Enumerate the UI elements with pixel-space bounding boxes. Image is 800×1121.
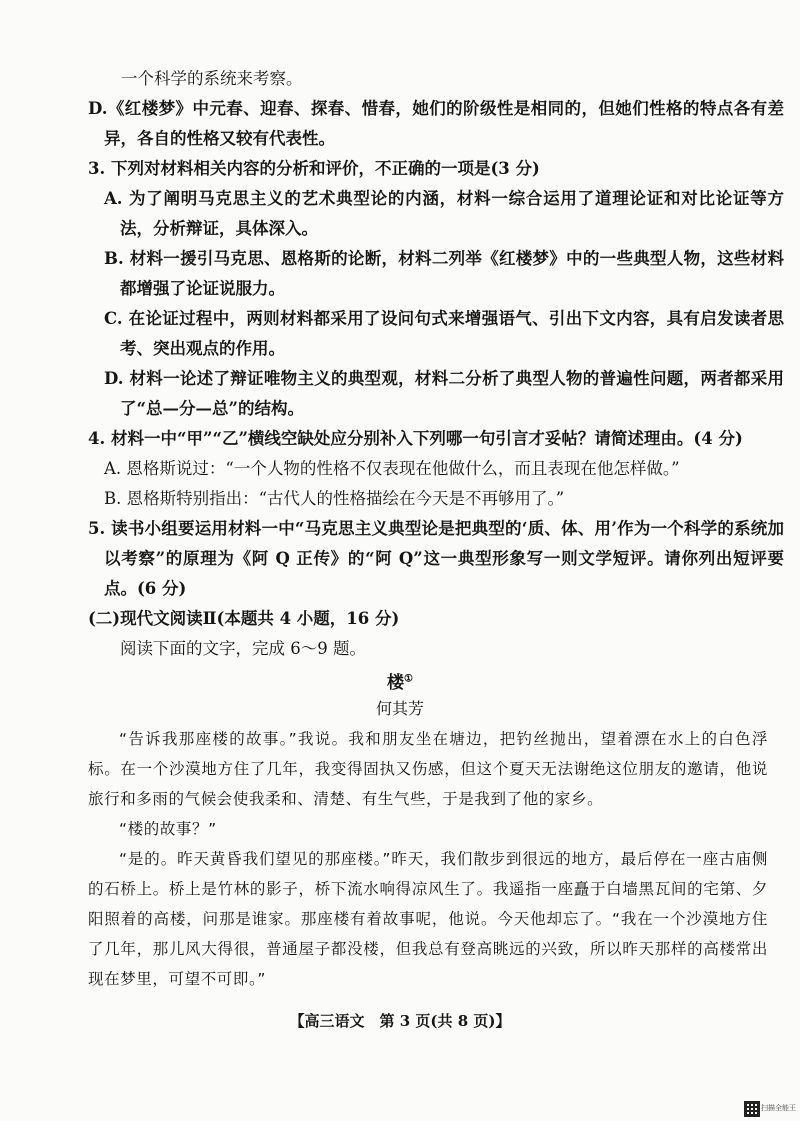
q3-option-d: D. 材料一论述了辩证唯物主义的典型观，材料二分析了典型人物的普遍性问题，两者都采用了“总—分—总”的结构。 [104, 369, 784, 418]
page-footer: 【高三语文 第 3 页(共 8 页)】 [289, 1012, 511, 1030]
q4-option-a: A. 恩格斯说过：“一个人物的性格不仅表现在他做什么，而且表现在他怎样做。” [104, 459, 680, 478]
article-title-text: 楼 [387, 673, 405, 693]
q3-stem: 3. 下列对材料相关内容的分析和评价，不正确的一项是(3 分) [88, 159, 540, 178]
article-paragraph: “楼的故事？” [119, 820, 217, 838]
article-paragraph: “告诉我那座楼的故事。”我说。我和朋友坐在塘边，把钓丝抛出，望着漂在水上的白色浮标。在一个沙漠地方住了几年，我变得固执又伤感，但这个夏天无法谢绝这位朋友的邀请，他说旅行和多雨的气候会使我柔和、清楚、有生气些，于是我到了他的家乡。 [88, 730, 768, 808]
q4-stem: 4. 材料一中“甲”“乙”横线空缺处应分别补入下列哪一句引言才妥帖？请简述理由。(4 分) [88, 429, 743, 448]
article-paragraph: “是的。昨天黄昏我们望见的那座楼。”昨天，我们散步到很远的地方，最后停在一座古庙侧的石桥上。桥上是竹林的影子，桥下流水响得凉风生了。我遥指一座矗于白墙黑瓦间的宅第、夕阳照着的高楼，问那是谁家。那座楼有着故事呢，他说。今天他却忘了。“我在一个沙漠地方住了几年，那儿风大得很，普通屋子都没楼，但我总有登高眺远的兴致，所以昨天那样的高楼常出现在梦里，可望不可即。” [88, 850, 768, 988]
article-title [0, 668, 800, 693]
q2-option-d: D.《红楼梦》中元春、迎春、探春、惜春，她们的阶级性是相同的，但她们性格的特点各有差异，各自的性格又较有代表性。 [88, 99, 784, 148]
q3-option-c: C. 在论证过程中，两则材料都采用了设问句式来增强语气、引出下文内容，具有启发读者思考、突出观点的作用。 [104, 309, 784, 358]
q3-option-a: A. 为了阐明马克思主义的艺术典型论的内涵，材料一综合运用了道理论证和对比论证等方法，分析辩证，具体深入。 [104, 189, 784, 238]
q3-option-b: B. 材料一援引马克思、恩格斯的论断，材料二列举《红楼梦》中的一些典型人物，这些材料都增强了论证说服力。 [104, 249, 784, 298]
q5-stem: 5. 读书小组要运用材料一中“马克思主义典型论是把典型的‘质、体、用’作为一个科学的系统加以考察”的原理为《阿 Q 正传》的“阿 Q”这一典型形象写一则文学短评。请你列出短评要点。(6 分) [88, 519, 784, 598]
section-instruction: 阅读下面的文字，完成 6～9 题。 [120, 639, 366, 658]
q4-option-b: B. 恩格斯特别指出：“古代人的性格描绘在今天是不再够用了。” [104, 489, 565, 508]
qr-code-icon [744, 1101, 760, 1117]
scanner-brand: 扫描全能王 [761, 1104, 796, 1112]
footnote-marker: ① [404, 673, 413, 685]
continued-line: 一个科学的系统来考察。 [121, 69, 303, 88]
article-author: 何其芳 [375, 699, 424, 718]
section-heading: (二)现代文阅读Ⅱ(本题共 4 小题，16 分) [88, 609, 400, 628]
article-overflow-guard [0, 994, 800, 1004]
